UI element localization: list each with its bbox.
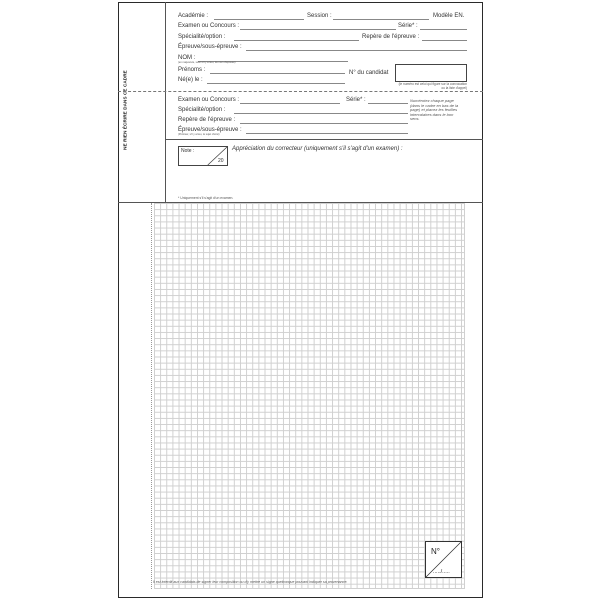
lower-epreuve-label: Épreuve/sous-épreuve : bbox=[178, 127, 242, 133]
academie-line bbox=[214, 19, 304, 20]
lower-specialite-label: Spécialité/option : bbox=[178, 107, 226, 113]
lower-serie-label: Série* : bbox=[346, 97, 366, 103]
side-label-text: NE RIEN ÉCRIRE DANS CE CADRE bbox=[122, 70, 128, 150]
note-label: Note : bbox=[181, 148, 195, 154]
lower-repere-label: Repère de l'épreuve : bbox=[178, 117, 236, 123]
page-number-box[interactable] bbox=[425, 541, 462, 578]
nom-hint: (en majuscule, suivi s'il y a lieu, du nom d'épouse) bbox=[178, 61, 236, 64]
academie-label: Académie : bbox=[178, 13, 209, 19]
repere-label: Repère de l'épreuve : bbox=[362, 34, 420, 40]
epreuve-line bbox=[246, 50, 467, 51]
serie-label: Série* : bbox=[398, 23, 418, 29]
prenoms-line bbox=[210, 73, 345, 74]
nom-label: NOM : bbox=[178, 55, 196, 61]
margin-line bbox=[151, 203, 152, 589]
lower-serie-line bbox=[368, 103, 408, 104]
page-number-fraction: ...../..... bbox=[433, 569, 450, 575]
modele-label: Modèle EN. bbox=[433, 13, 465, 19]
lower-repere-line bbox=[240, 123, 408, 124]
ne-le-line bbox=[207, 83, 345, 84]
page-numbering-text: Numérotez chaque page (dans le cadre en bas de la page) et placez les feuilles intercalaires dans le bon sens. bbox=[410, 98, 459, 122]
num-candidat-hint bbox=[395, 83, 467, 90]
epreuve-label: Épreuve/sous-épreuve : bbox=[178, 44, 242, 50]
note-max: 20 bbox=[218, 158, 224, 164]
footnote: * Uniquement s'il s'agit d'un examen. bbox=[178, 196, 234, 200]
num-candidat-label: N° du candidat bbox=[349, 70, 389, 76]
appreciation-label: Appréciation du correcteur (uniquement s'il s'agit d'un examen) : bbox=[232, 146, 403, 152]
page-numbering-instructions bbox=[410, 99, 462, 122]
session-line bbox=[333, 19, 429, 20]
repere-line bbox=[422, 40, 467, 41]
header-left-border bbox=[165, 2, 166, 202]
serie-line bbox=[420, 29, 467, 30]
specialite-line bbox=[234, 40, 359, 41]
lower-examen-line bbox=[240, 103, 340, 104]
lower-epreuve-line bbox=[246, 133, 408, 134]
ne-le-label: Né(e) le : bbox=[178, 77, 203, 83]
grading-separator bbox=[165, 139, 483, 140]
page-number-label: N° bbox=[431, 547, 440, 556]
examen-line bbox=[240, 29, 396, 30]
prenoms-label: Prénoms : bbox=[178, 67, 206, 73]
writing-grid[interactable] bbox=[154, 203, 465, 589]
specialite-label: Spécialité/option : bbox=[178, 34, 226, 40]
num-candidat-hint-text: (le numéro est celui qui figure sur la convocation ou la liste d'appel) bbox=[398, 82, 467, 90]
num-candidat-field[interactable] bbox=[395, 64, 467, 82]
no-write-zone-label bbox=[118, 60, 132, 160]
examen-label: Examen ou Concours : bbox=[178, 23, 240, 29]
session-label: Session : bbox=[307, 13, 332, 19]
lower-examen-label: Examen ou Concours : bbox=[178, 97, 240, 103]
lower-epreuve-hint: (Préciser, s'il y a lieu, le sujet choisi) bbox=[178, 133, 220, 136]
fold-line bbox=[118, 91, 483, 92]
lower-specialite-line bbox=[234, 113, 408, 114]
footer-warning: Il est interdit aux candidats de signer leur composition ou d'y mettre un signe quelconque pouvant indiquer sa provenance. bbox=[153, 580, 348, 584]
